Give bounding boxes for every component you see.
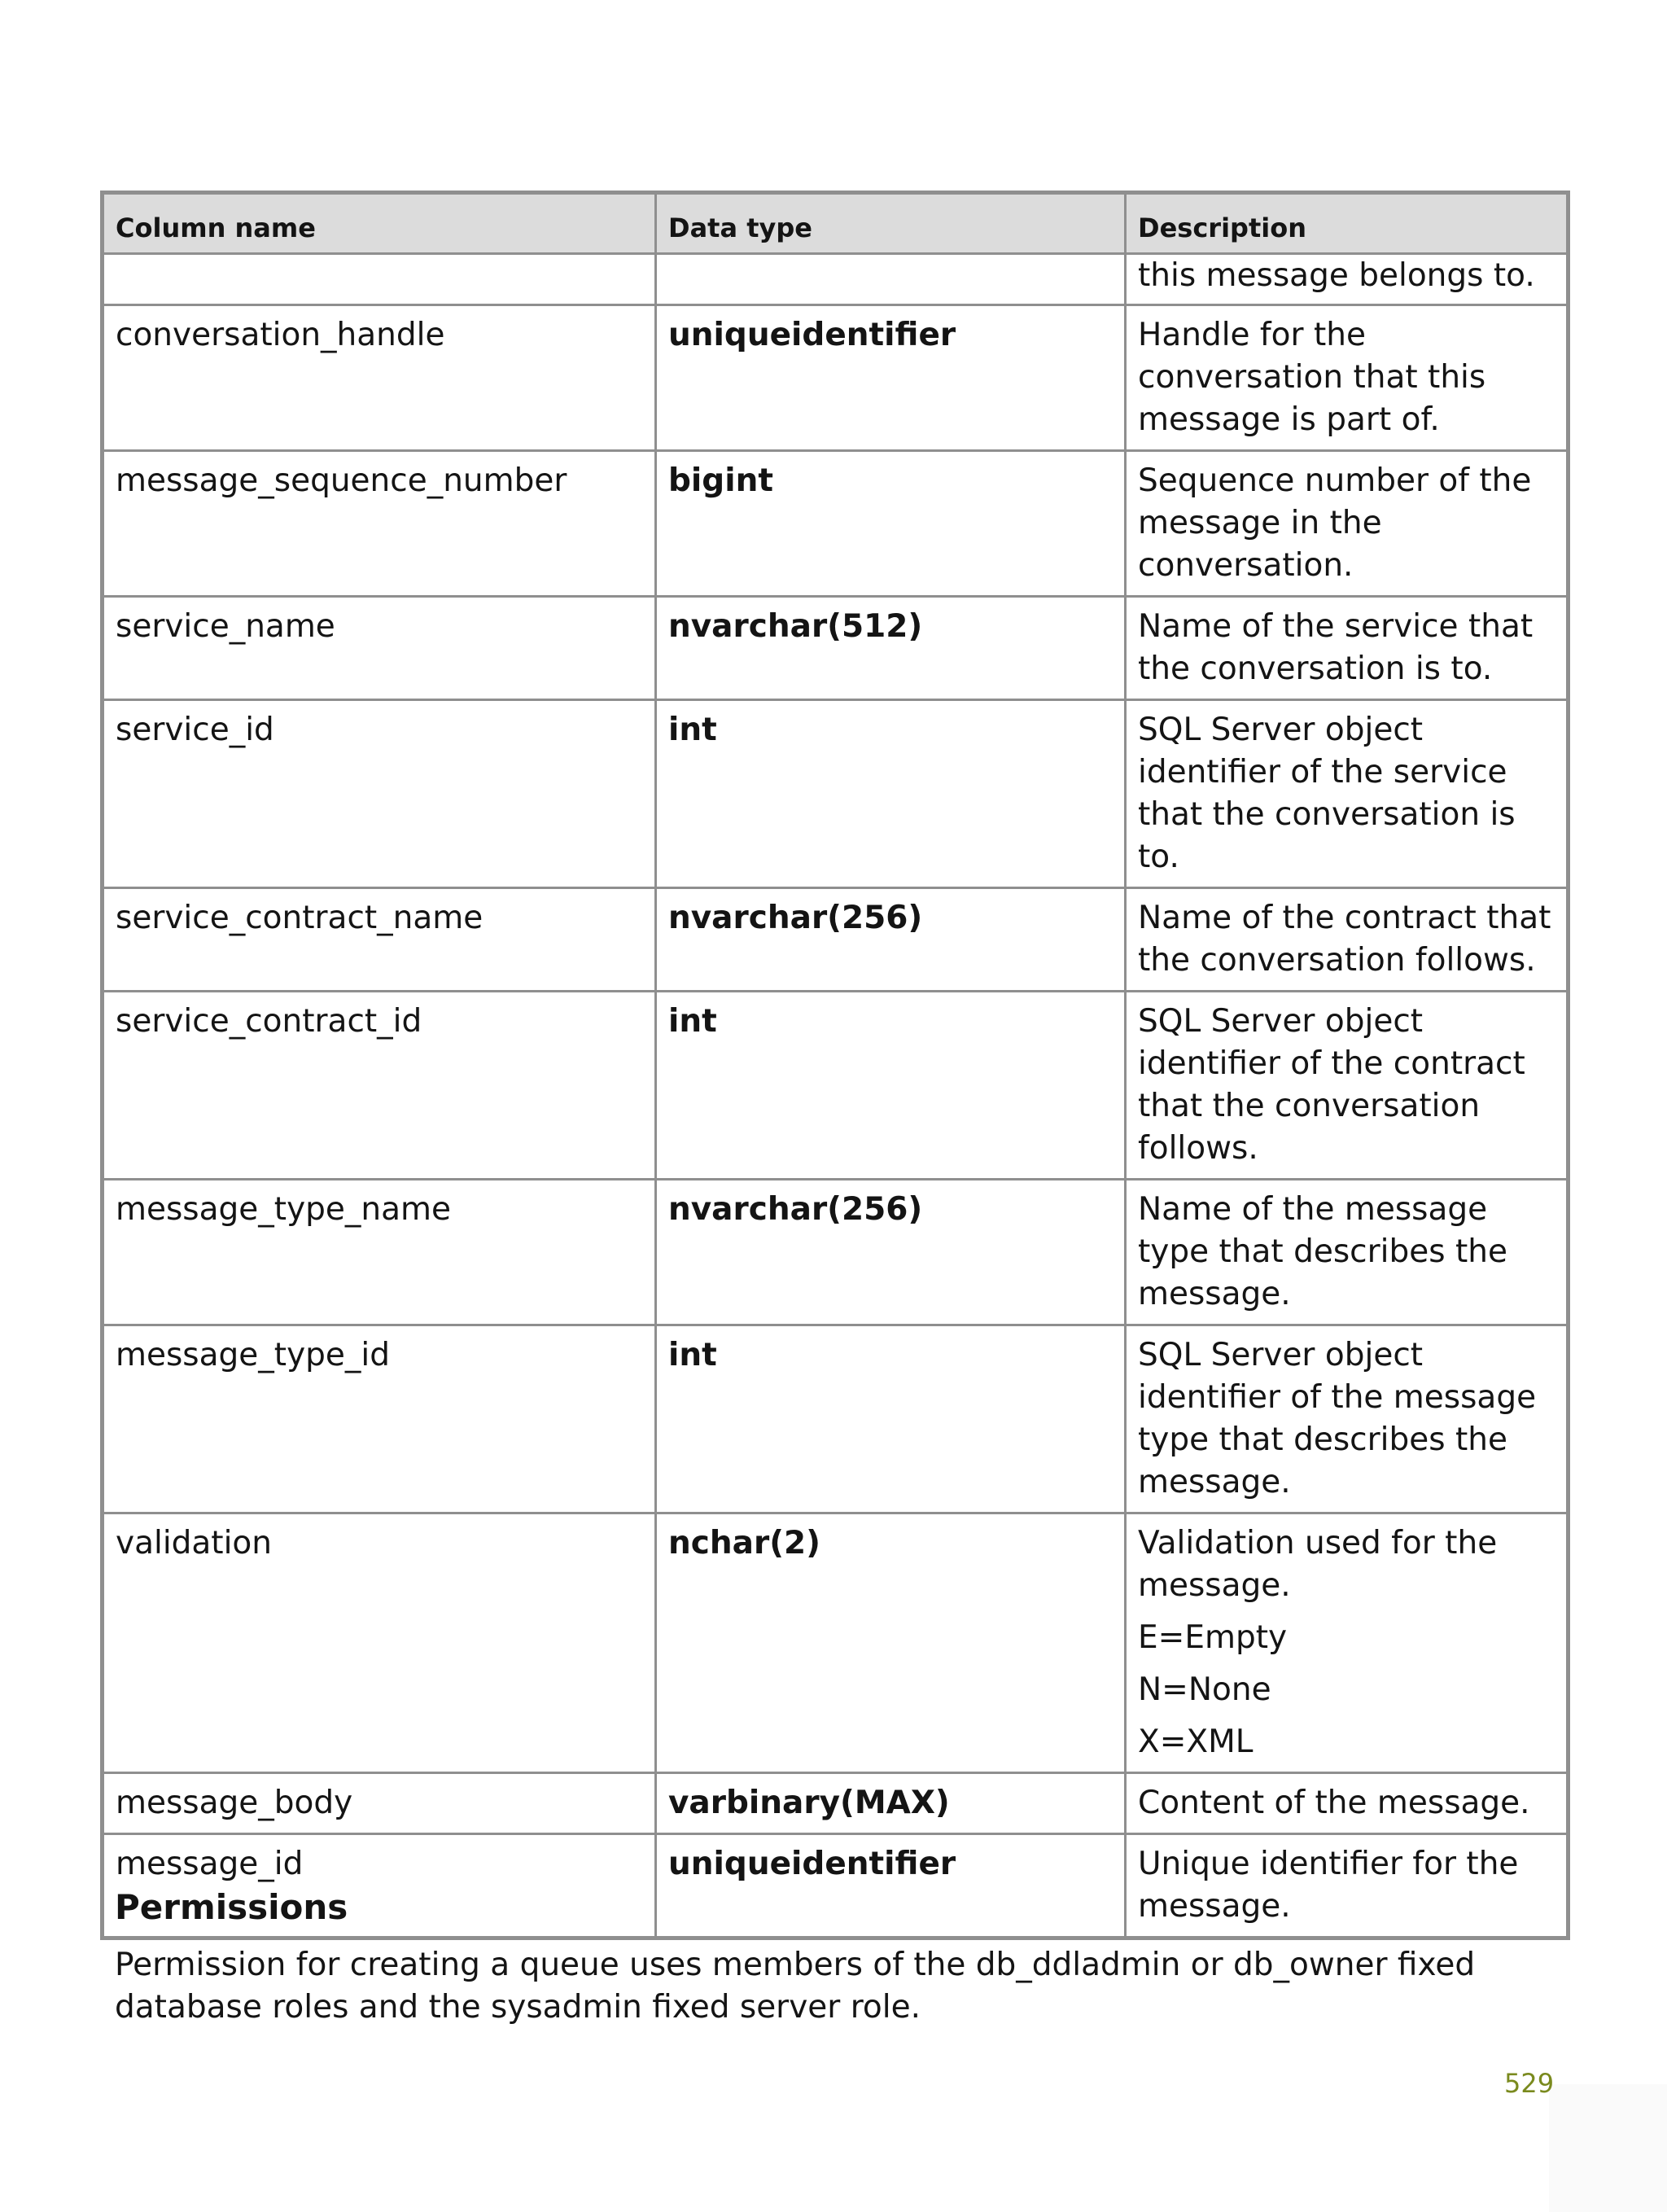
cell-name: service_name [103, 597, 656, 700]
cell-type: bigint [656, 451, 1126, 597]
cell-name: service_contract_id [103, 992, 656, 1180]
cell-type: int [656, 700, 1126, 888]
cell-name: message_id [103, 1834, 656, 1938]
description-line: Name of the service that the conversation is to. [1138, 608, 1534, 687]
description-line: Validation used for the message. [1138, 1525, 1498, 1604]
table-header-row [103, 193, 1569, 254]
description-line: N=None [1138, 1671, 1271, 1708]
table-row [103, 700, 1569, 888]
table-row-continued [103, 254, 1569, 305]
page-edge-shade [1549, 2084, 1667, 2212]
description-line: Name of the contract that the conversation follows. [1138, 900, 1551, 979]
cell-type: uniqueidentifier [656, 305, 1126, 451]
table-row [103, 888, 1569, 992]
cell-description [1126, 451, 1569, 597]
table-row [103, 1513, 1569, 1773]
table-row [103, 597, 1569, 700]
table-row [103, 1325, 1569, 1513]
description-line: Handle for the conversation that this message is part of. [1138, 317, 1486, 438]
cell-type: nvarchar(256) [656, 888, 1126, 992]
header-data-type: Data type [656, 193, 1126, 254]
cell-name [103, 254, 656, 305]
cell-description [1126, 1834, 1569, 1938]
cell-type: nvarchar(256) [656, 1180, 1126, 1325]
cell-name: service_contract_name [103, 888, 656, 992]
cell-description [1126, 992, 1569, 1180]
description-line: Unique identifier for the message. [1138, 1846, 1519, 1925]
cell-name: conversation_handle [103, 305, 656, 451]
cell-description [1126, 1773, 1569, 1834]
cell-description [1126, 1180, 1569, 1325]
cell-type: nvarchar(512) [656, 597, 1126, 700]
page-number: 529 [1504, 2068, 1555, 2099]
cell-name: validation [103, 1513, 656, 1773]
description-line: SQL Server object identifier of the message type that describes the message. [1138, 1337, 1537, 1500]
permissions-text: Permission for creating a queue uses members of the db_ddladmin or db_owner fixed database roles and the sysadmin fixed server role. [115, 1947, 1476, 2026]
cell-type: nchar(2) [656, 1513, 1126, 1773]
cell-name: message_sequence_number [103, 451, 656, 597]
cell-type: varbinary(MAX) [656, 1773, 1126, 1834]
cell-type: uniqueidentifier [656, 1834, 1126, 1938]
cell-type [656, 254, 1126, 305]
cell-name: service_id [103, 700, 656, 888]
cell-type: int [656, 992, 1126, 1180]
description-line: Content of the message. [1138, 1785, 1530, 1821]
description-line: Name of the message type that describes the message. [1138, 1191, 1507, 1312]
cell-name: message_type_id [103, 1325, 656, 1513]
description-line: E=Empty [1138, 1619, 1288, 1656]
header-column-name: Column name [103, 193, 656, 254]
cell-type: int [656, 1325, 1126, 1513]
table-row [103, 1180, 1569, 1325]
description-line: X=XML [1138, 1724, 1254, 1760]
description-line: SQL Server object identifier of the contract that the conversation follows. [1138, 1003, 1525, 1167]
permissions-heading: Permissions [115, 1887, 348, 1927]
table-row [103, 451, 1569, 597]
table-row [103, 305, 1569, 451]
cell-description [1126, 888, 1569, 992]
cell-description: this message belongs to. [1126, 254, 1569, 305]
cell-description [1126, 1513, 1569, 1773]
header-description: Description [1126, 193, 1569, 254]
description-line: Sequence number of the message in the conversation. [1138, 462, 1532, 584]
description-line: SQL Server object identifier of the service that the conversation is to. [1138, 712, 1516, 875]
cell-description [1126, 700, 1569, 888]
table-row [103, 992, 1569, 1180]
columns-table [100, 191, 1570, 1940]
cell-description [1126, 597, 1569, 700]
cell-description [1126, 305, 1569, 451]
cell-description [1126, 1325, 1569, 1513]
cell-name: message_body [103, 1773, 656, 1834]
cell-name: message_type_name [103, 1180, 656, 1325]
table-row [103, 1773, 1569, 1834]
